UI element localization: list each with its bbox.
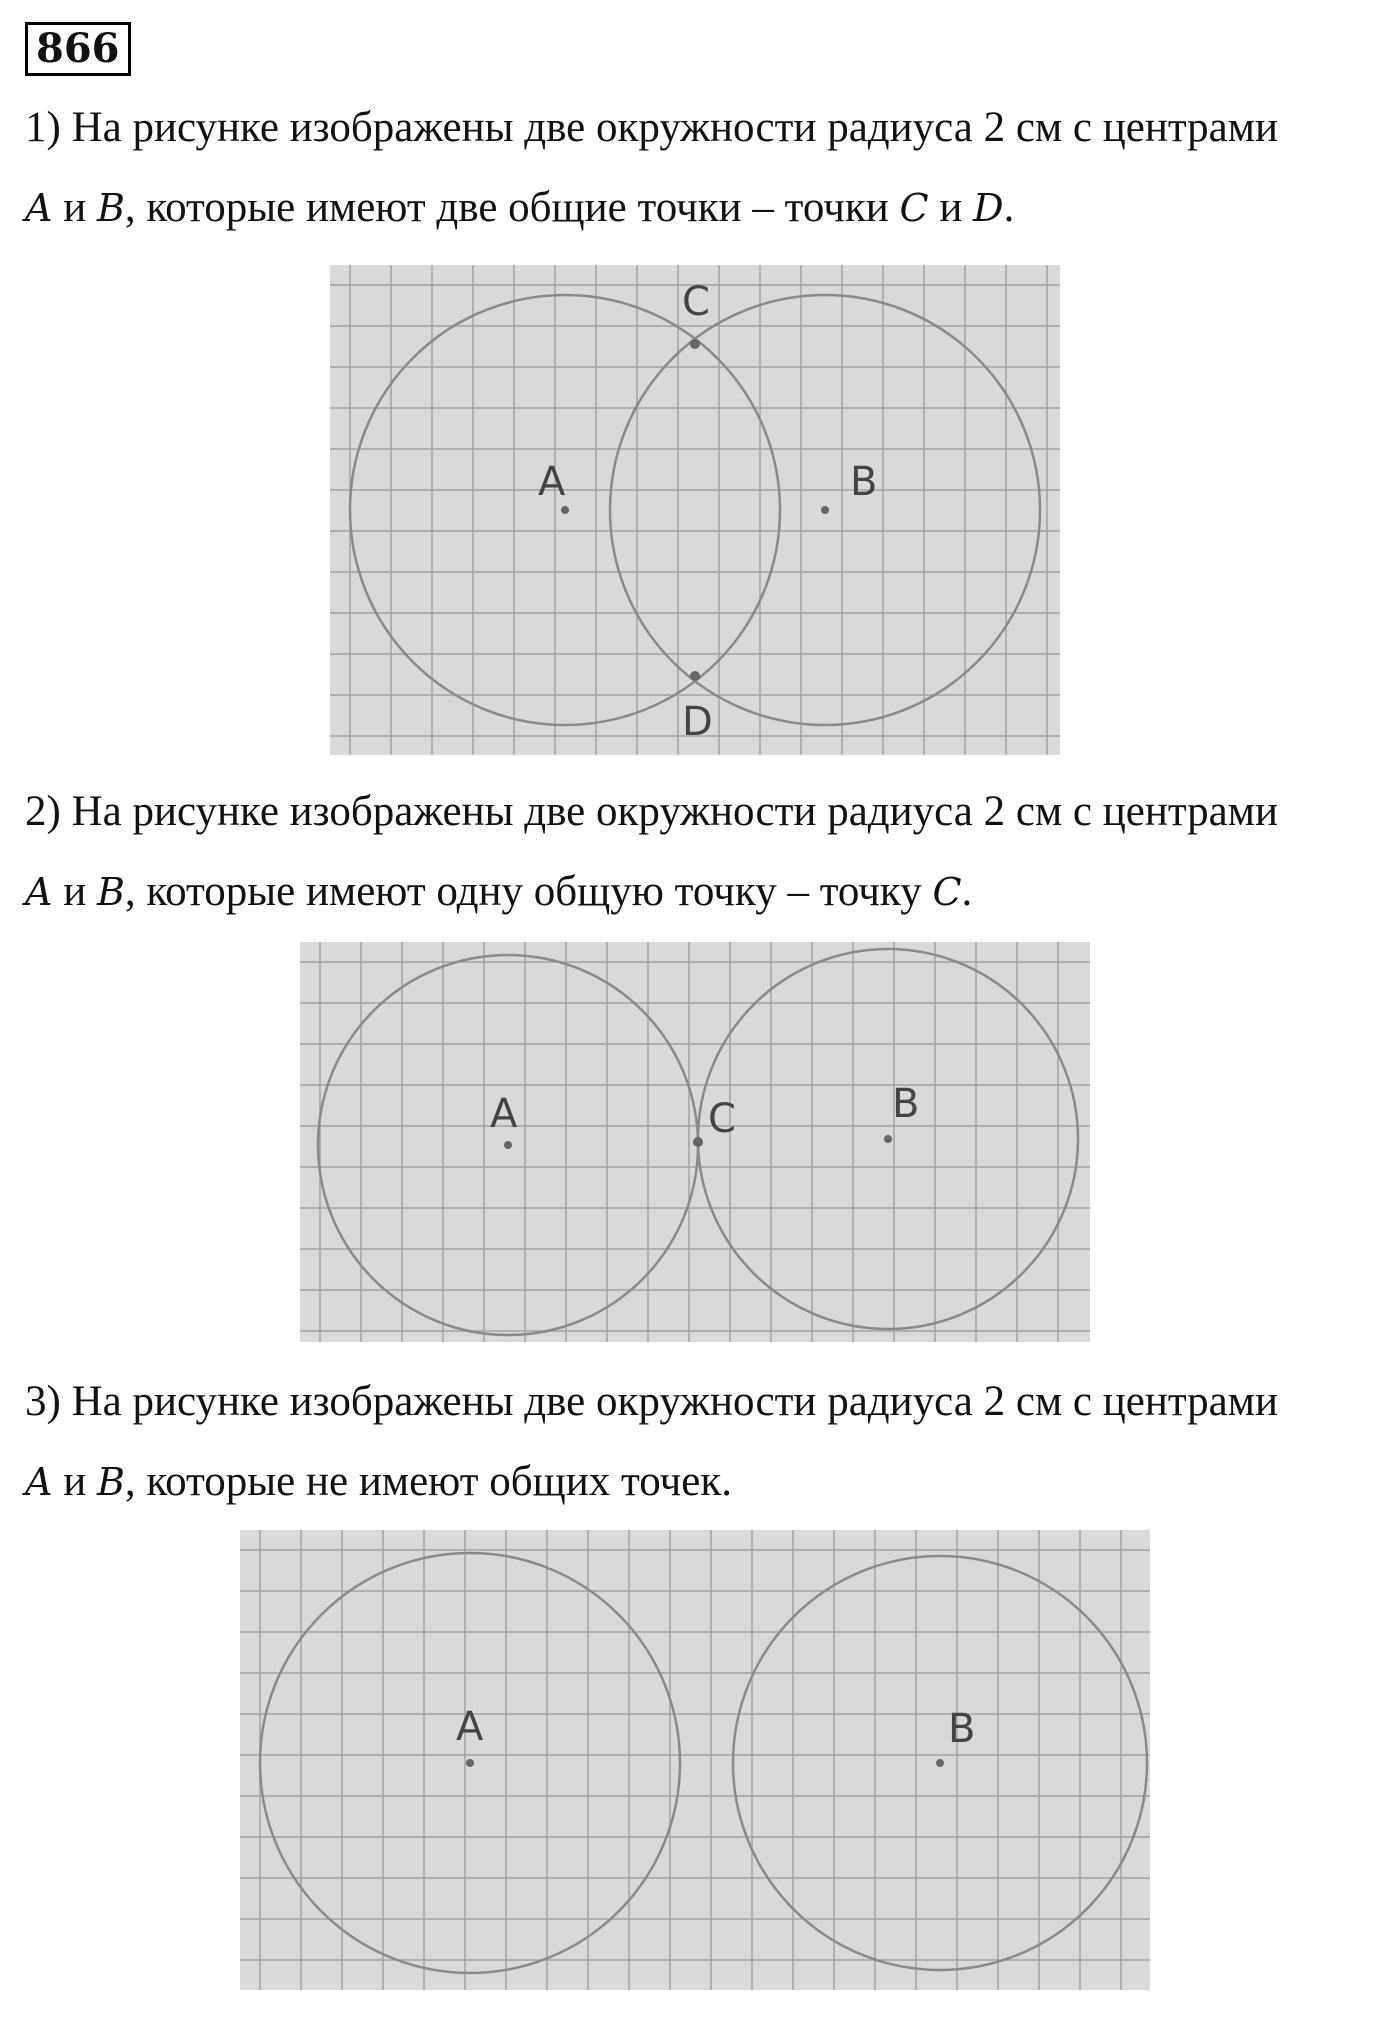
paragraph-1 <box>25 88 1385 248</box>
math-variable: B <box>96 1460 125 1504</box>
label-a: A <box>538 459 566 505</box>
math-variable: C <box>899 186 929 230</box>
point-d <box>690 671 700 681</box>
label-a: A <box>490 1091 518 1137</box>
figure-2-svg <box>300 942 1090 1342</box>
figure-1 <box>330 265 1060 755</box>
text-segment: и <box>52 184 97 231</box>
label-a: A <box>456 1704 484 1750</box>
text-line <box>25 852 1385 932</box>
center-a-point <box>466 1759 474 1767</box>
paragraph-2 <box>25 772 1385 932</box>
math-variable: B <box>96 870 125 914</box>
text-segment: , которые имеют одну общую точку – точку <box>124 868 933 915</box>
figure-2 <box>300 942 1090 1342</box>
text-segment: . <box>1003 184 1015 231</box>
label-b: B <box>948 1706 976 1752</box>
paragraph-3 <box>25 1362 1385 1522</box>
text-segment: , которые не имеют общих точек. <box>124 1458 732 1505</box>
graph-paper <box>240 1530 1150 1990</box>
figure-3 <box>240 1530 1150 1990</box>
text-segment: , которые имеют две общие точки – точки <box>124 184 900 231</box>
point-c <box>693 1137 703 1147</box>
problem-number: 866 <box>25 22 131 76</box>
figure-1-svg <box>330 265 1060 755</box>
label-c: C <box>682 279 710 325</box>
text-segment: . <box>961 868 973 915</box>
text-line <box>25 88 1385 168</box>
center-a-point <box>561 506 569 514</box>
label-d: D <box>682 699 713 745</box>
math-variable: A <box>25 1460 53 1504</box>
text-segment: 3) На рисунке изображены две окружности радиуса 2 см с центрами <box>25 1378 1278 1425</box>
center-b-point <box>936 1759 944 1767</box>
text-segment: и <box>928 184 974 231</box>
text-line <box>25 1442 1385 1522</box>
label-c: C <box>708 1096 736 1142</box>
math-variable: C <box>932 870 962 914</box>
math-variable: D <box>973 186 1004 230</box>
center-b-point <box>821 506 829 514</box>
text-segment: 2) На рисунке изображены две окружности радиуса 2 см с центрами <box>25 788 1278 835</box>
math-variable: A <box>25 870 53 914</box>
text-segment: и <box>52 1458 97 1505</box>
text-segment: и <box>52 868 97 915</box>
point-c <box>690 339 700 349</box>
text-line <box>25 168 1385 248</box>
center-b-point <box>884 1135 892 1143</box>
center-a-point <box>504 1141 512 1149</box>
label-b: B <box>892 1081 920 1127</box>
figure-3-svg <box>240 1530 1150 1990</box>
text-line <box>25 772 1385 852</box>
math-variable: A <box>25 186 53 230</box>
text-segment: 1) На рисунке изображены две окружности радиуса 2 см с центрами <box>25 104 1278 151</box>
math-variable: B <box>96 186 125 230</box>
label-b: B <box>850 459 878 505</box>
text-line <box>25 1362 1385 1442</box>
